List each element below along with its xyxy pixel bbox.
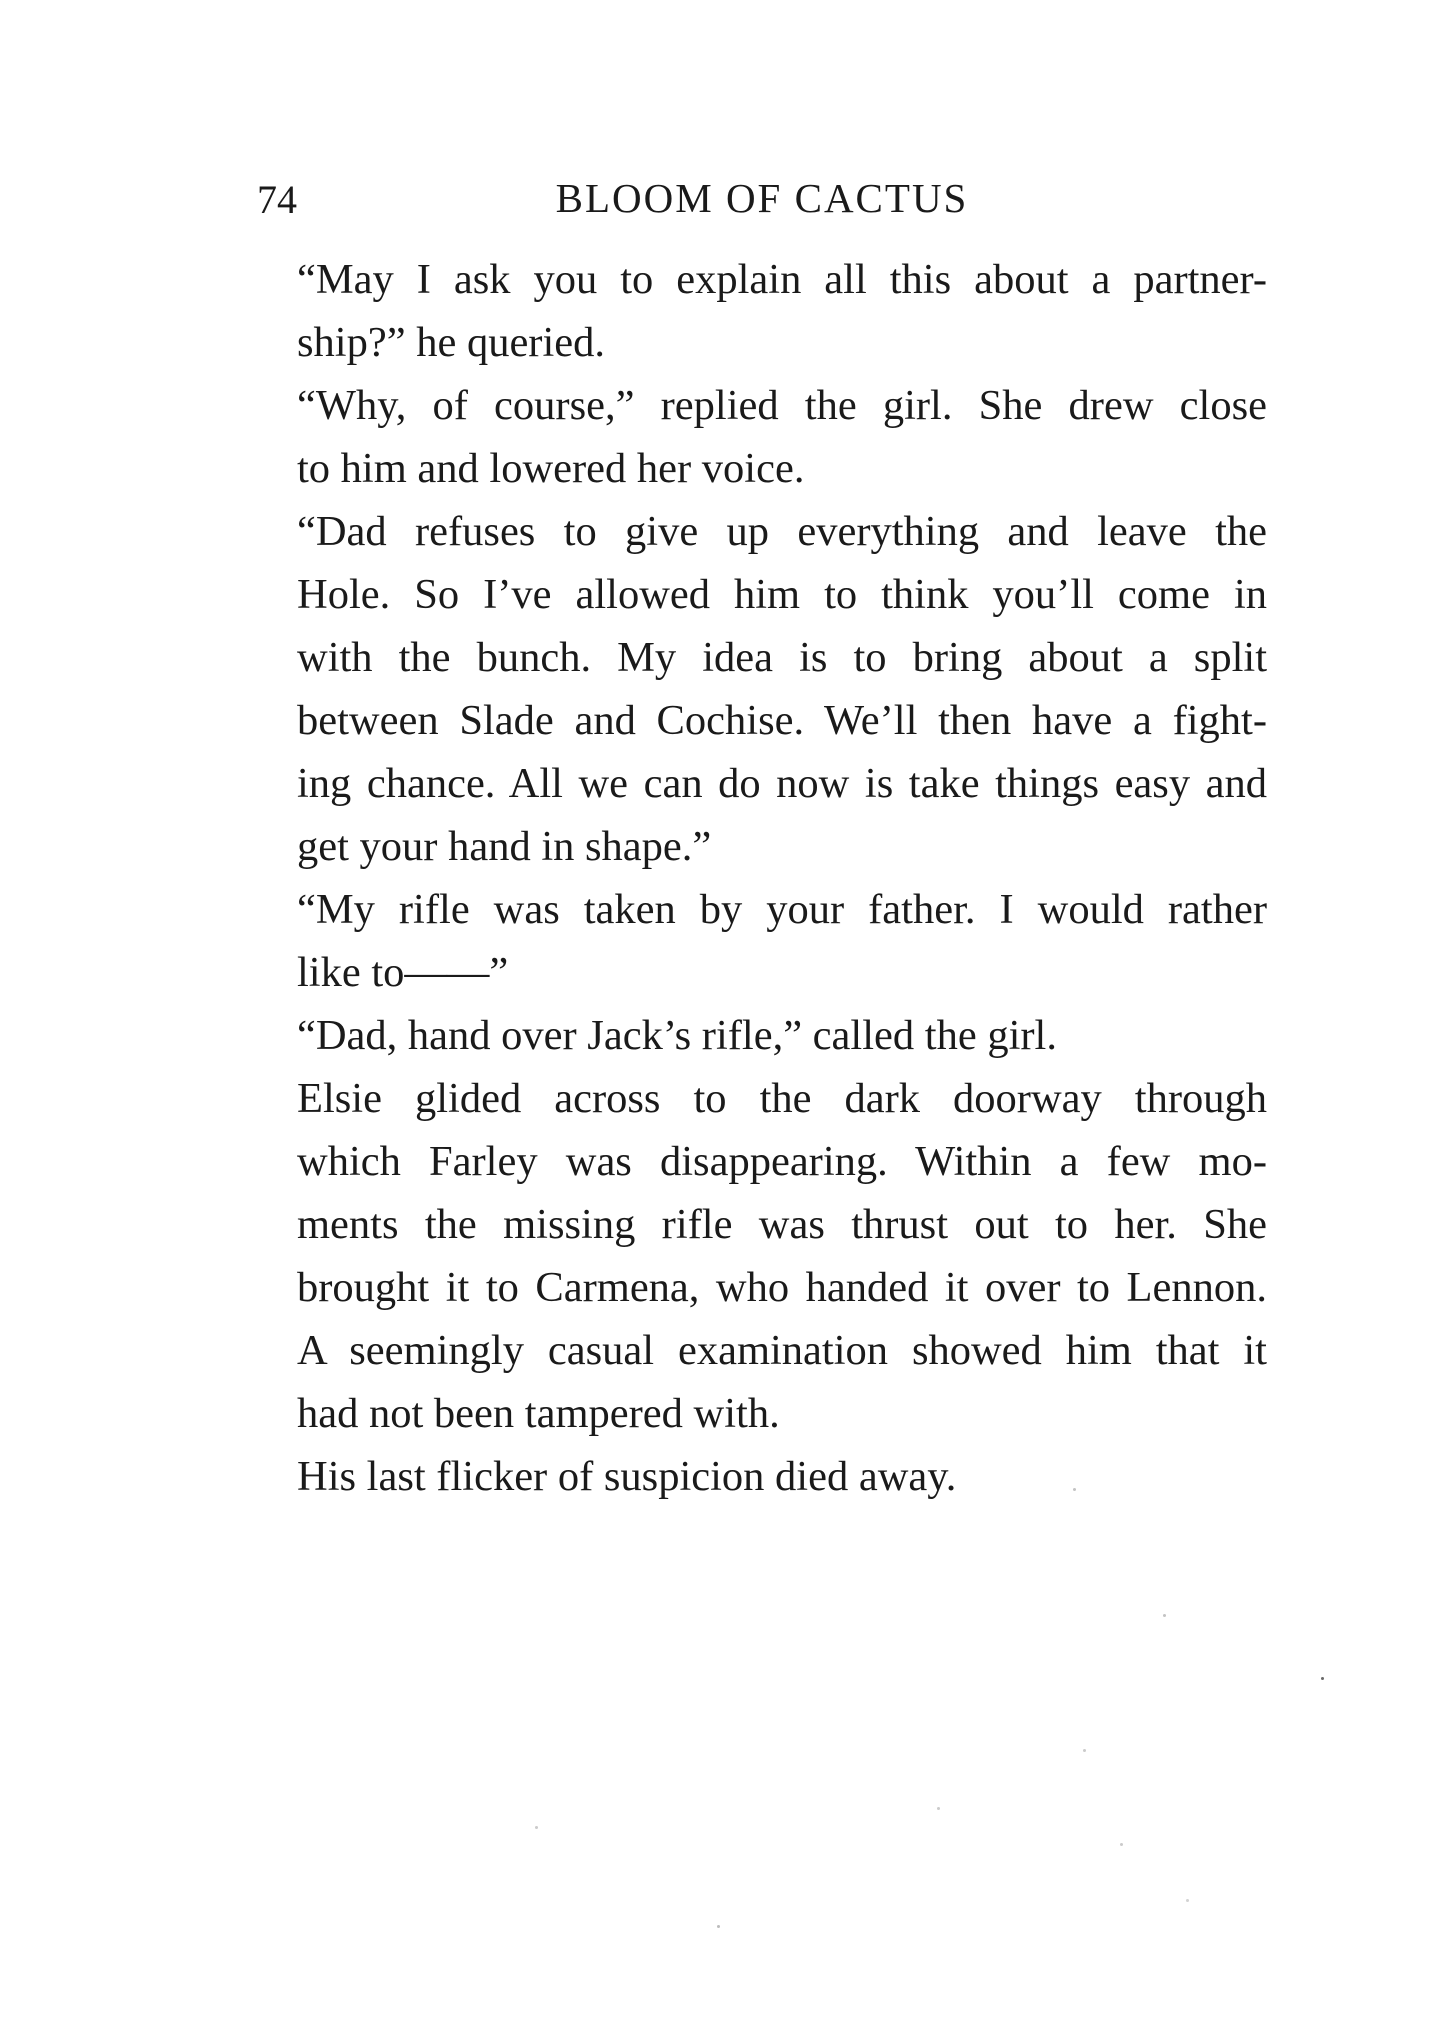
text-line: with the bunch. My idea is to bring about a split (297, 634, 1267, 681)
body-text (257, 248, 1267, 1508)
text-line: “May I ask you to explain all this about a partner- (297, 256, 1267, 303)
paragraph (257, 1445, 1267, 1508)
text-line: between Slade and Cochise. We’ll then have a fight- (297, 697, 1267, 744)
text-line: had not been tampered with. (297, 1390, 780, 1437)
text-line: Hole. So I’ve allowed him to think you’ll come in (297, 571, 1267, 618)
text-line: get your hand in shape.” (297, 823, 712, 870)
scan-speck (1120, 1843, 1123, 1846)
text-line: ing chance. All we can do now is take things easy and (297, 760, 1267, 807)
paragraph (257, 374, 1267, 500)
text-line: Elsie glided across to the dark doorway through (297, 1075, 1267, 1122)
scan-speck (1186, 1899, 1189, 1902)
paragraph (257, 500, 1267, 878)
text-line: ments the missing rifle was thrust out to her. She (297, 1201, 1267, 1248)
text-line: “Dad, hand over Jack’s rifle,” called the girl. (297, 1012, 1057, 1059)
paragraph (257, 878, 1267, 1004)
text-line: which Farley was disappearing. Within a few mo- (297, 1138, 1267, 1185)
paragraph (257, 248, 1267, 374)
scan-speck (1073, 1488, 1076, 1491)
scan-speck (937, 1807, 940, 1810)
scan-speck (1083, 1749, 1086, 1752)
text-line: to him and lowered her voice. (297, 445, 805, 492)
scan-speck (1321, 1677, 1324, 1680)
paragraph (257, 1004, 1267, 1067)
text-line: “Why, of course,” replied the girl. She drew close (297, 382, 1267, 429)
scan-speck (535, 1826, 538, 1829)
text-line: “My rifle was taken by your father. I would rather (297, 886, 1267, 933)
running-title: BLOOM OF CACTUS (555, 175, 969, 221)
text-line: A seemingly casual examination showed him that it (297, 1327, 1267, 1374)
paragraph (257, 1067, 1267, 1445)
text-line: His last flicker of suspicion died away. (297, 1453, 957, 1500)
text-line: “Dad refuses to give up everything and leave the (297, 508, 1267, 555)
scan-speck (717, 1925, 720, 1928)
text-line: like to——” (297, 949, 509, 996)
page-header (257, 170, 1267, 226)
page-number: 74 (257, 177, 297, 222)
text-line: brought it to Carmena, who handed it over to Lennon. (297, 1264, 1267, 1311)
text-line: ship?” he queried. (297, 319, 606, 366)
scan-speck (1163, 1614, 1166, 1617)
